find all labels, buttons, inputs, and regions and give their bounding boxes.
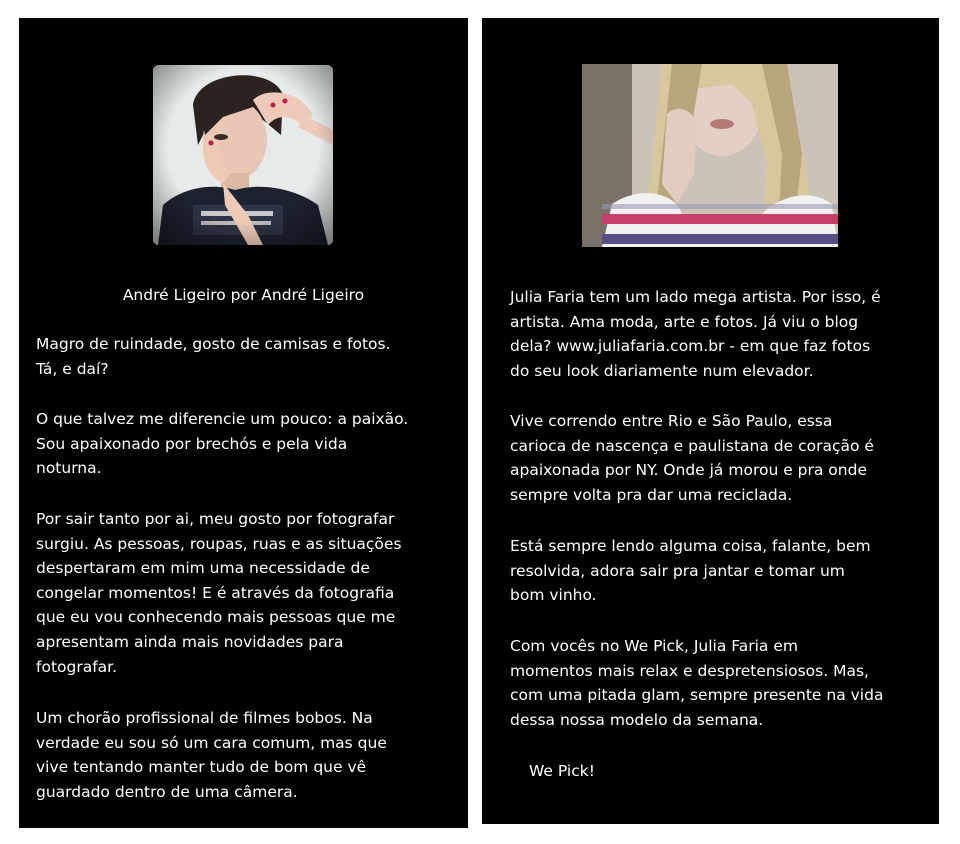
andre-paragraph-4: Um chorão profissional de filmes bobos. Na verdade eu sou só um cara comum, mas que vive tentando manter tudo de bom que vê guardado dentro de uma câmera. [36, 709, 387, 801]
right-profile-panel [482, 18, 939, 824]
julia-paragraph-4: Com vocês no We Pick, Julia Faria em momentos mais relax e despretensiosos. Mas, com uma pitada glam, sempre presente na vida dessa nossa modelo da semana. [510, 637, 884, 729]
andre-paragraph-2: O que talvez me diferencie um pouco: a paixão. Sou apaixonado por brechós e pela vida noturna. [36, 410, 409, 478]
andre-paragraph-3: Por sair tanto por ai, meu gosto por fotografar surgiu. As pessoas, roupas, ruas e as situações despertaram em mim uma necessidade de congelar momentos! E é através da fotografia que eu vou conhecendo mais pessoas que me apresentam ainda mais novidades para fotografar. [36, 510, 402, 676]
andre-paragraph-1: Magro de ruindade, gosto de camisas e fotos. Tá, e daí? [36, 335, 391, 378]
julia-paragraph-3: Está sempre lendo alguma coisa, falante, bem resolvida, adora sair pra jantar e tomar um bom vinho. [510, 537, 871, 605]
we-pick-signoff: We Pick! [529, 762, 595, 780]
julia-portrait-image [582, 64, 838, 247]
julia-paragraph-1: Julia Faria tem um lado mega artista. Por isso, é artista. Ama moda, arte e fotos. Já viu o blog dela? www.juliafaria.com.br - em que faz fotos do seu look diariamente num elevador. [510, 288, 881, 380]
andre-portrait-photo [153, 65, 333, 245]
julia-portrait-photo [582, 64, 838, 247]
andre-profile-title: André Ligeiro por André Ligeiro [122, 286, 365, 304]
julia-paragraph-2: Vive correndo entre Rio e São Paulo, essa carioca de nascença e paulistana de coração é apaixonada por NY. Onde já morou e pra onde sempre volta pra dar uma reciclada. [510, 412, 874, 504]
left-profile-panel [19, 18, 468, 828]
andre-portrait-image [153, 65, 333, 245]
